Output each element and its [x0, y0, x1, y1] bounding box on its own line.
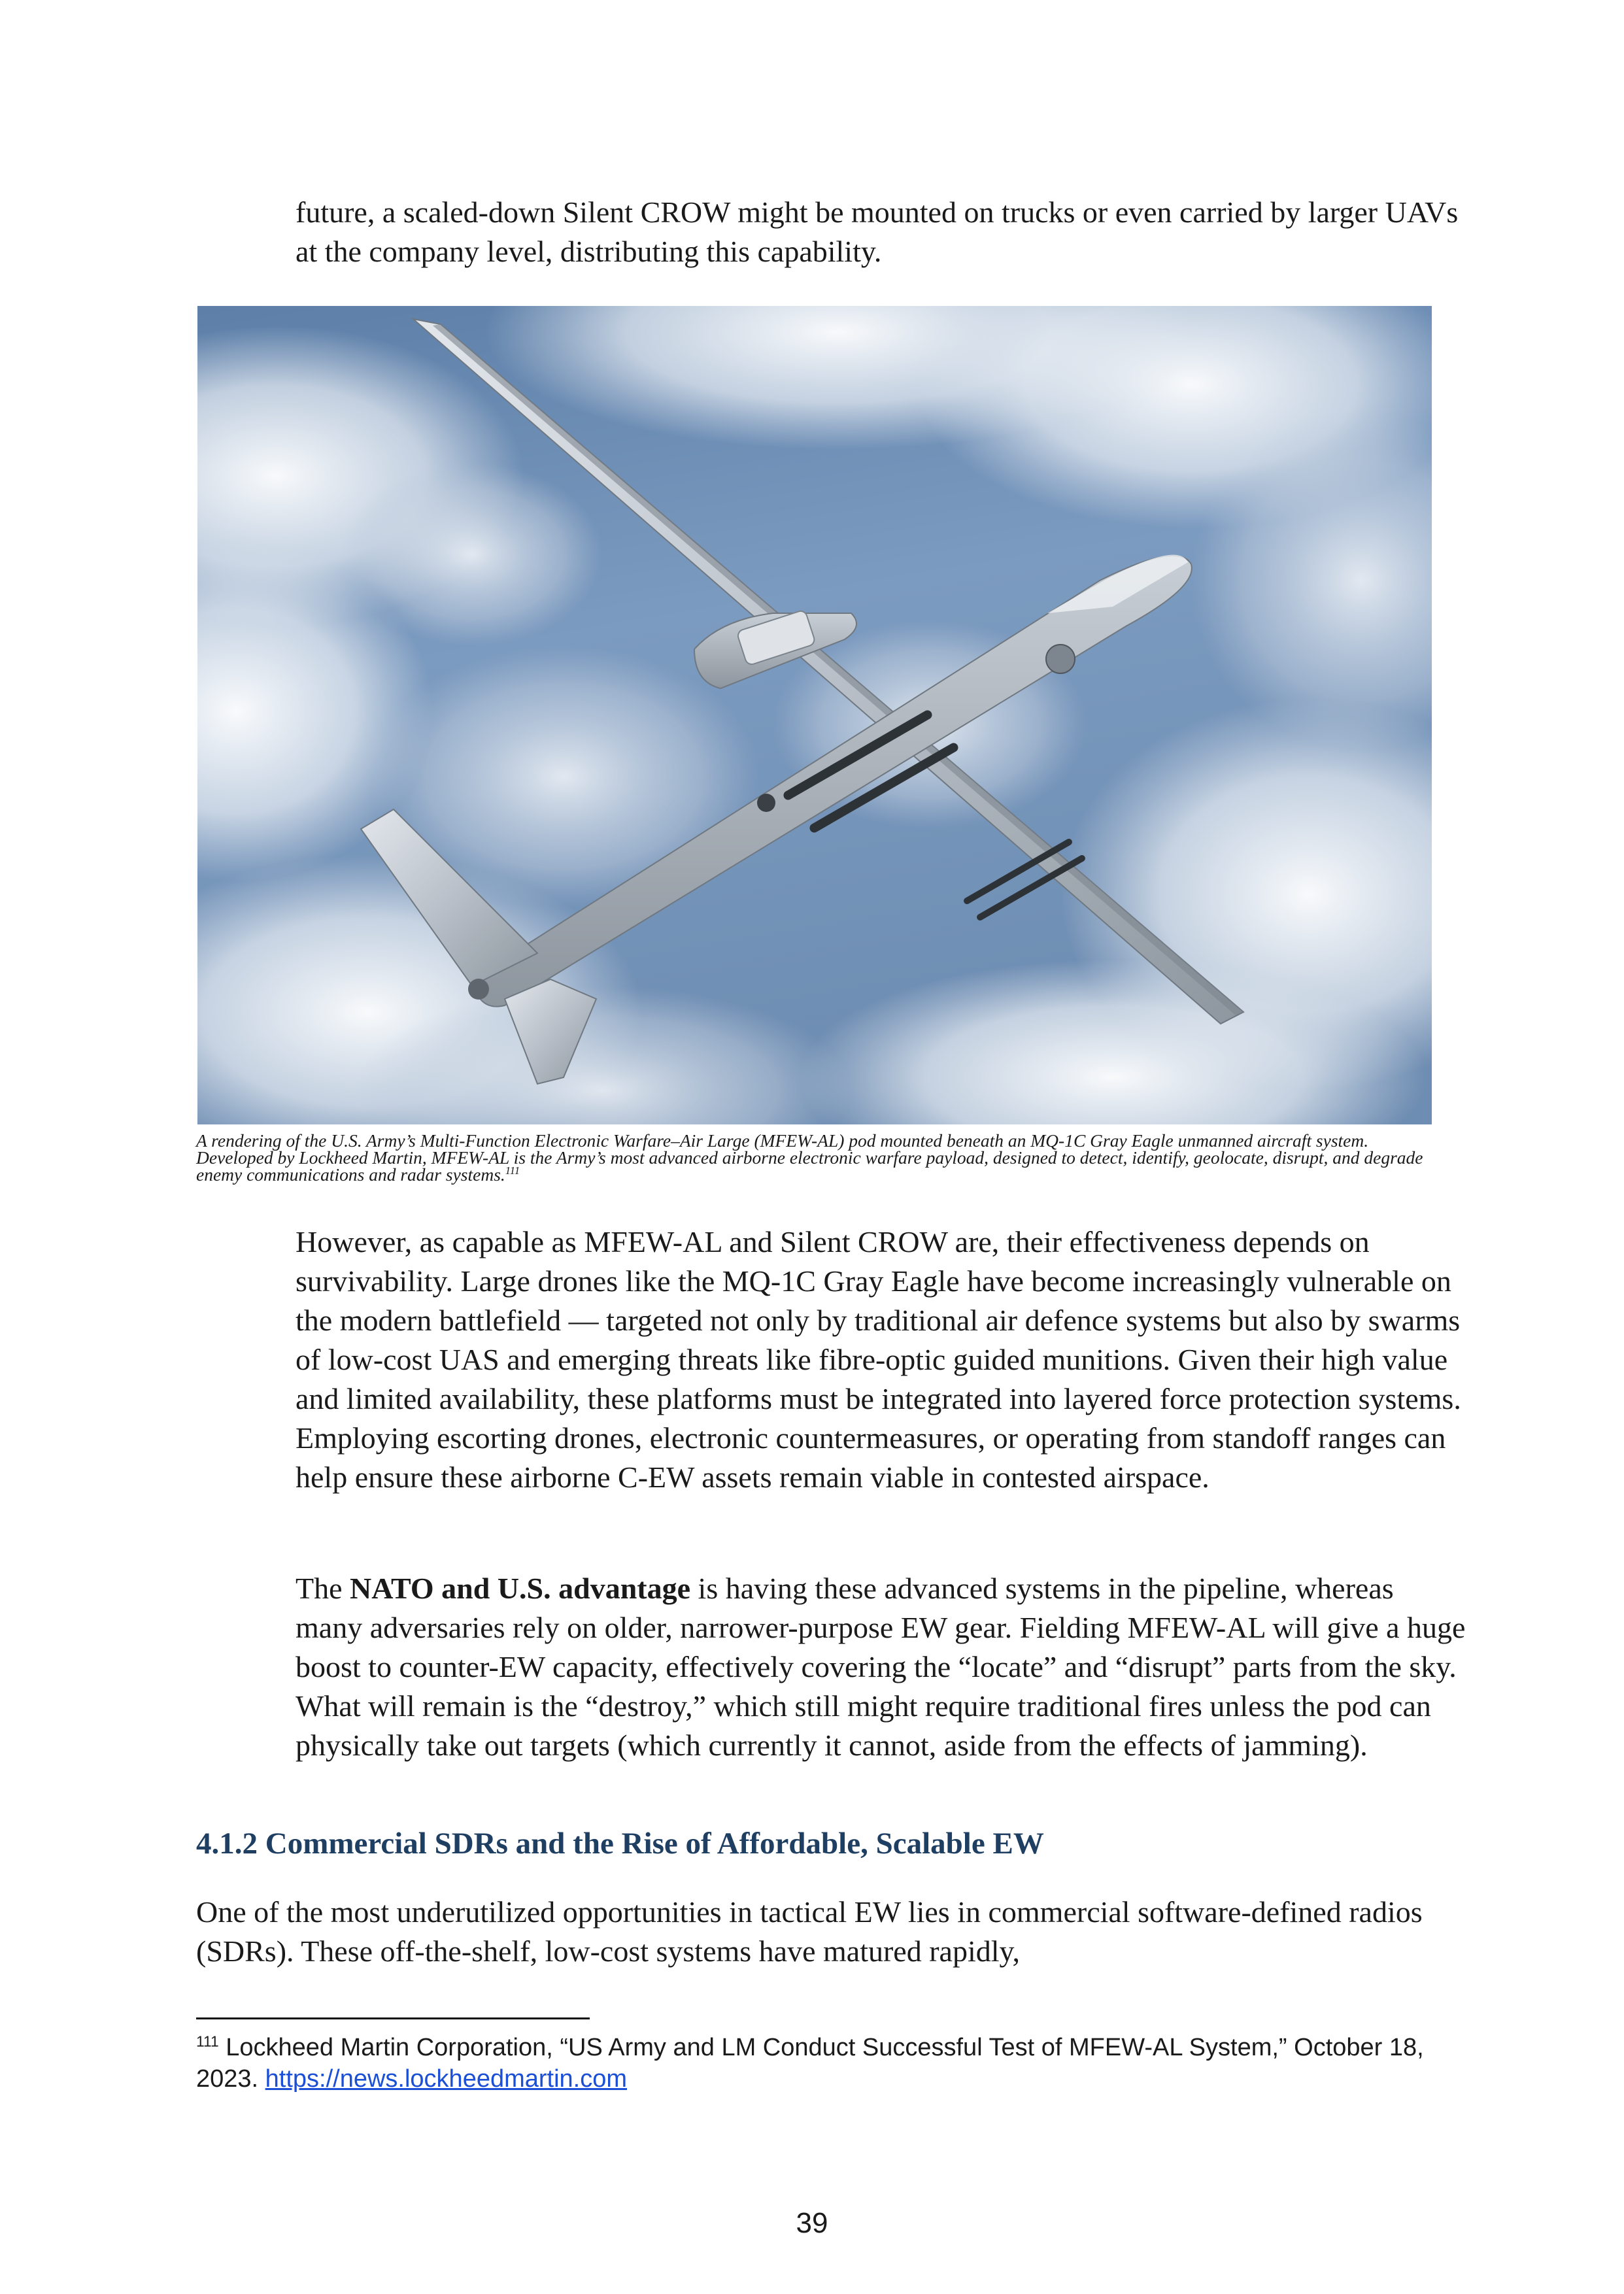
caption-footnote-ref[interactable]: 111 — [505, 1164, 520, 1177]
advantage-lead: The — [296, 1572, 350, 1605]
footnote — [196, 2032, 1478, 2095]
intro-paragraph: future, a scaled-down Silent CROW might be mounted on trucks or even carried by larger UAVs at the company level, distributing this capability. — [296, 195, 1459, 268]
advantage-bold: NATO and U.S. advantage — [350, 1572, 691, 1605]
sdr-paragraph: One of the most underutilized opportunities in tactical EW lies in commercial software-defined radios (SDRs). These off-the-shelf, low-cost systems have matured rapidly, — [196, 1895, 1423, 1968]
advantage-rest: is having these advanced systems in the pipeline, whereas many adversaries rely on older, narrower-purpose EW gear. Fielding MFEW-AL will give a huge boost to counter-EW capacity, effectively covering the “locate” and “disrupt” parts from the sky. What will remain is the “destroy,” which still might require traditional fires unless the pod can physically take out targets (which currently it cannot, aside from the effects of jamming). — [296, 1572, 1466, 1762]
section-heading: 4.1.2 Commercial SDRs and the Rise of Affordable, Scalable EW — [196, 1827, 1044, 1861]
caption-text: A rendering of the U.S. Army’s Multi-Function Electronic Warfare–Air Large (MFEW-AL) pod mounted beneath an MQ-1C Gray Eagle unmanned aircraft system. Developed by Lockheed Martin, MFEW-AL is the Army’s most advanced airborne electronic warfare payload, designed to detect, identify, geolocate, disrupt, and degrade enemy communications and radar systems. — [196, 1130, 1423, 1185]
page-number: 39 — [796, 2207, 828, 2239]
footnote-link[interactable]: https://news.lockheedmartin.com — [265, 2065, 628, 2093]
footnote-text: Lockheed Martin Corporation, “US Army and LM Conduct Successful Test of MFEW-AL System,” October 18, 2023. — [196, 2034, 1424, 2093]
advantage-paragraph — [296, 1569, 1466, 1765]
footnote-number: 111 — [196, 2033, 219, 2050]
survivability-paragraph: However, as capable as MFEW-AL and Silent CROW are, their effectiveness depends on survivability. Large drones like the MQ-1C Gray Eagle have become increasingly vulnerable on the modern battlefield — targeted not only by traditional air defence systems but also by swarms of low-cost UAS and emerging threats like fibre-optic guided munitions. Given their high value and limited availability, these platforms must be integrated into layered force protection systems. Employing escorting drones, electronic countermeasures, or operating from standoff ranges can help ensure these airborne C-EW assets remain viable in contested airspace. — [296, 1225, 1461, 1494]
figure-caption — [196, 1132, 1438, 1183]
drone-illustration — [197, 306, 1432, 1124]
footnote-divider — [196, 2017, 590, 2019]
drone-figure — [197, 306, 1432, 1124]
